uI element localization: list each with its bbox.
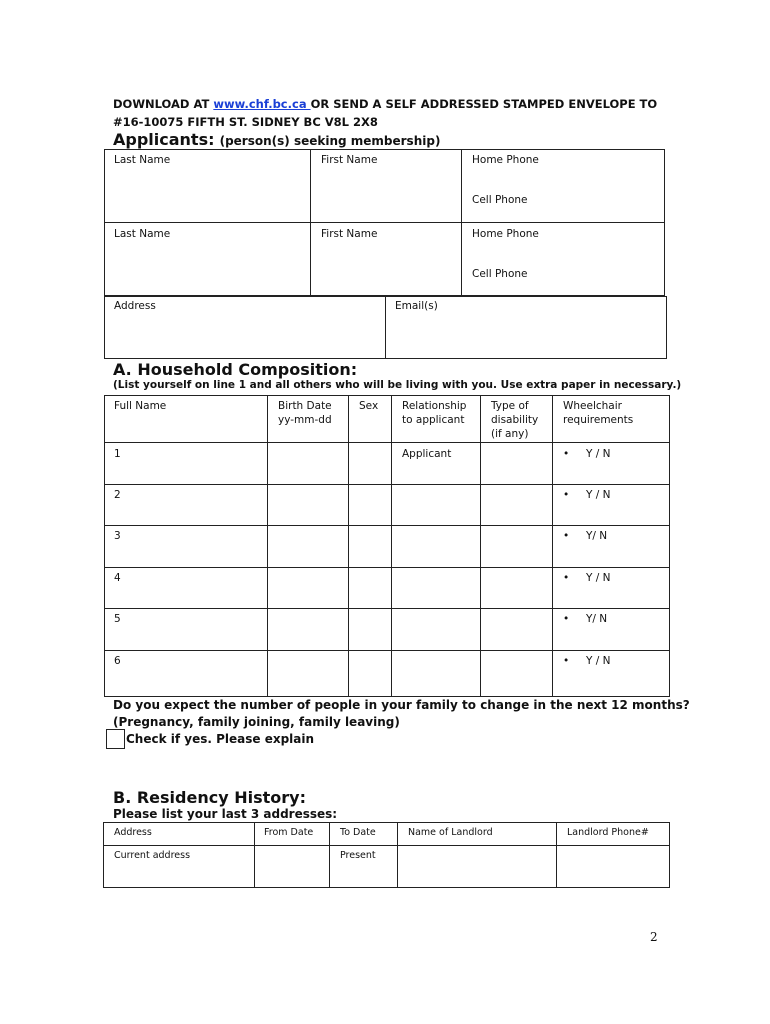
wheelchair-yes-no[interactable]: Y/ N	[586, 613, 608, 625]
household-col-divider	[348, 395, 349, 697]
applicants-heading	[113, 130, 440, 149]
header-prefix: DOWNLOAD AT	[113, 97, 214, 111]
household-title: A. Household Composition:	[113, 360, 358, 379]
household-note: (List yourself on line 1 and all others who will be living with you. Use extra paper in necessary.)	[113, 379, 682, 391]
row-number: 5	[114, 613, 121, 625]
first-name-field-1[interactable]: First Name	[321, 154, 378, 166]
residency-title: B. Residency History:	[113, 788, 306, 807]
household-row-divider	[104, 484, 670, 485]
residency-row-divider	[103, 845, 670, 846]
col-header-disability: Type of disability (if any)	[491, 400, 539, 440]
res-header-to: To Date	[340, 827, 376, 838]
row-number: 3	[114, 530, 121, 542]
col-header-full-name: Full Name	[114, 400, 167, 412]
col-header-relationship: Relationship to applicant	[402, 400, 467, 426]
household-col-divider	[480, 395, 481, 697]
home-phone-field-2[interactable]: Home Phone	[472, 228, 539, 240]
household-row-divider	[104, 650, 670, 651]
row-number: 6	[114, 655, 121, 667]
home-phone-field-1[interactable]: Home Phone	[472, 154, 539, 166]
household-row-divider	[104, 608, 670, 609]
checkbox-label: Check if yes. Please explain	[126, 732, 315, 746]
res-header-from: From Date	[264, 827, 314, 838]
first-name-field-2[interactable]: First Name	[321, 228, 378, 240]
website-link[interactable]: www.chf.bc.ca	[213, 97, 311, 111]
email-field[interactable]: Email(s)	[395, 300, 438, 312]
wheelchair-bullet: •	[563, 572, 570, 584]
wheelchair-bullet: •	[563, 655, 570, 667]
row-number: 2	[114, 489, 121, 501]
residency-col-divider	[397, 822, 398, 888]
col-header-wheelchair: Wheelchair requirements	[563, 400, 634, 426]
applicants-subtitle: (person(s) seeking membership)	[219, 134, 441, 148]
res-header-phone: Landlord Phone#	[567, 827, 649, 838]
current-address-cell[interactable]: Current address	[114, 850, 191, 861]
wheelchair-bullet: •	[563, 530, 570, 542]
household-row-divider	[104, 525, 670, 526]
residency-col-divider	[556, 822, 557, 888]
household-col-divider	[391, 395, 392, 697]
residency-col-divider	[254, 822, 255, 888]
residency-subtitle: Please list your last 3 addresses:	[113, 807, 338, 821]
cell-phone-field-2[interactable]: Cell Phone	[472, 268, 528, 280]
applicants-title: Applicants:	[113, 130, 215, 149]
header-line-1	[113, 97, 657, 111]
wheelchair-bullet: •	[563, 613, 570, 625]
wheelchair-yes-no[interactable]: Y / N	[586, 655, 611, 667]
col-header-birth-date: Birth Date yy-mm-dd	[278, 400, 332, 426]
address-email-divider	[385, 296, 386, 359]
family-change-checkbox[interactable]	[106, 729, 125, 749]
header-line-2: #16-10075 FIFTH ST. SIDNEY BC V8L 2X8	[113, 115, 378, 129]
last-name-field-2[interactable]: Last Name	[114, 228, 171, 240]
col-header-sex: Sex	[359, 400, 379, 412]
wheelchair-yes-no[interactable]: Y / N	[586, 448, 611, 460]
applicants-col-divider-1	[310, 149, 311, 296]
header-suffix: OR SEND A SELF ADDRESSED STAMPED ENVELOPE TO	[310, 97, 658, 111]
last-name-field-1[interactable]: Last Name	[114, 154, 171, 166]
residency-col-divider	[329, 822, 330, 888]
household-row-divider	[104, 567, 670, 568]
cell-phone-field-1[interactable]: Cell Phone	[472, 194, 528, 206]
wheelchair-bullet: •	[563, 448, 570, 460]
household-col-divider	[267, 395, 268, 697]
address-field[interactable]: Address	[114, 300, 156, 312]
row-number: 4	[114, 572, 121, 584]
household-col-divider	[552, 395, 553, 697]
wheelchair-yes-no[interactable]: Y / N	[586, 489, 611, 501]
household-row-divider	[104, 442, 670, 443]
wheelchair-bullet: •	[563, 489, 570, 501]
family-change-question: Do you expect the number of people in your family to change in the next 12 months?	[113, 698, 690, 712]
res-header-landlord: Name of Landlord	[408, 827, 493, 838]
family-change-subtext: (Pregnancy, family joining, family leaving)	[113, 715, 400, 729]
wheelchair-yes-no[interactable]: Y / N	[586, 572, 611, 584]
applicants-row-divider	[104, 222, 665, 223]
to-date-cell[interactable]: Present	[340, 850, 376, 861]
household-table	[104, 395, 670, 697]
res-header-address: Address	[114, 827, 152, 838]
row-number: 1	[114, 448, 121, 460]
relationship-cell: Applicant	[402, 448, 452, 460]
wheelchair-yes-no[interactable]: Y/ N	[586, 530, 608, 542]
page-number: 2	[650, 930, 658, 944]
applicants-col-divider-2	[461, 149, 462, 296]
